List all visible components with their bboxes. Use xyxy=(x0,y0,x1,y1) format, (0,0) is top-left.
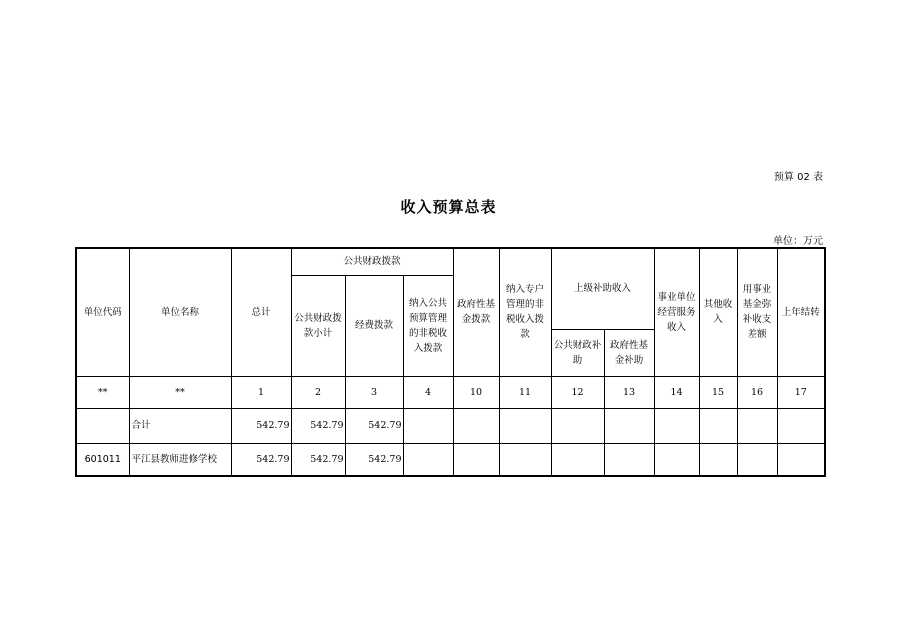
index-cell: 10 xyxy=(453,376,499,408)
row-code: 601011 xyxy=(76,443,129,476)
table-row xyxy=(76,443,825,476)
index-cell: 16 xyxy=(737,376,777,408)
index-cell: 1 xyxy=(231,376,291,408)
row-subtotal: 542.79 xyxy=(291,443,345,476)
row-total: 542.79 xyxy=(231,443,291,476)
header-gov-fund: 政府性基金拨款 xyxy=(453,248,499,376)
header-other-income: 其他收入 xyxy=(699,248,737,376)
form-number: 预算 02 表 xyxy=(773,172,823,183)
index-cell: 3 xyxy=(345,376,403,408)
header-unit-name: 单位名称 xyxy=(129,248,231,376)
row-operating: 542.79 xyxy=(345,408,403,443)
unit-label: 单位：万元 xyxy=(773,236,823,247)
header-unit-code: 单位代码 xyxy=(76,248,129,376)
table-row xyxy=(76,408,825,443)
header-business-fund: 用事业基金弥补收支差额 xyxy=(737,248,777,376)
header-operating-funds: 经费拨款 xyxy=(345,275,403,376)
header-special-non-tax: 纳入专户管理的非税收入拨款 xyxy=(499,248,551,376)
row-operating: 542.79 xyxy=(345,443,403,476)
index-cell: 2 xyxy=(291,376,345,408)
header-superior-subsidy: 上级补助收入 xyxy=(551,248,654,329)
index-cell: 13 xyxy=(604,376,654,408)
column-index-row xyxy=(76,376,825,408)
index-cell: 11 xyxy=(499,376,551,408)
income-budget-table xyxy=(75,247,826,477)
row-code xyxy=(76,408,129,443)
index-cell: 15 xyxy=(699,376,737,408)
row-total: 542.79 xyxy=(231,408,291,443)
index-cell: 4 xyxy=(403,376,453,408)
header-public-finance: 公共财政拨款 xyxy=(291,248,453,275)
header-non-tax-budget: 纳入公共预算管理的非税收入拨款 xyxy=(403,275,453,376)
index-cell: ** xyxy=(129,376,231,408)
header-public-finance-subtotal: 公共财政拨款小计 xyxy=(291,275,345,376)
row-name: 平江县教师进修学校 xyxy=(129,443,231,476)
row-name: 合计 xyxy=(129,408,231,443)
index-cell: 14 xyxy=(654,376,699,408)
index-cell: ** xyxy=(76,376,129,408)
row-subtotal: 542.79 xyxy=(291,408,345,443)
header-gov-fund-subsidy: 政府性基金补助 xyxy=(604,329,654,376)
header-public-finance-subsidy: 公共财政补助 xyxy=(551,329,604,376)
header-business-income: 事业单位经营服务收入 xyxy=(654,248,699,376)
header-total: 总计 xyxy=(231,248,291,376)
index-cell: 12 xyxy=(551,376,604,408)
header-carryover: 上年结转 xyxy=(777,248,825,376)
page-title: 收入预算总表 xyxy=(400,198,497,216)
index-cell: 17 xyxy=(777,376,825,408)
